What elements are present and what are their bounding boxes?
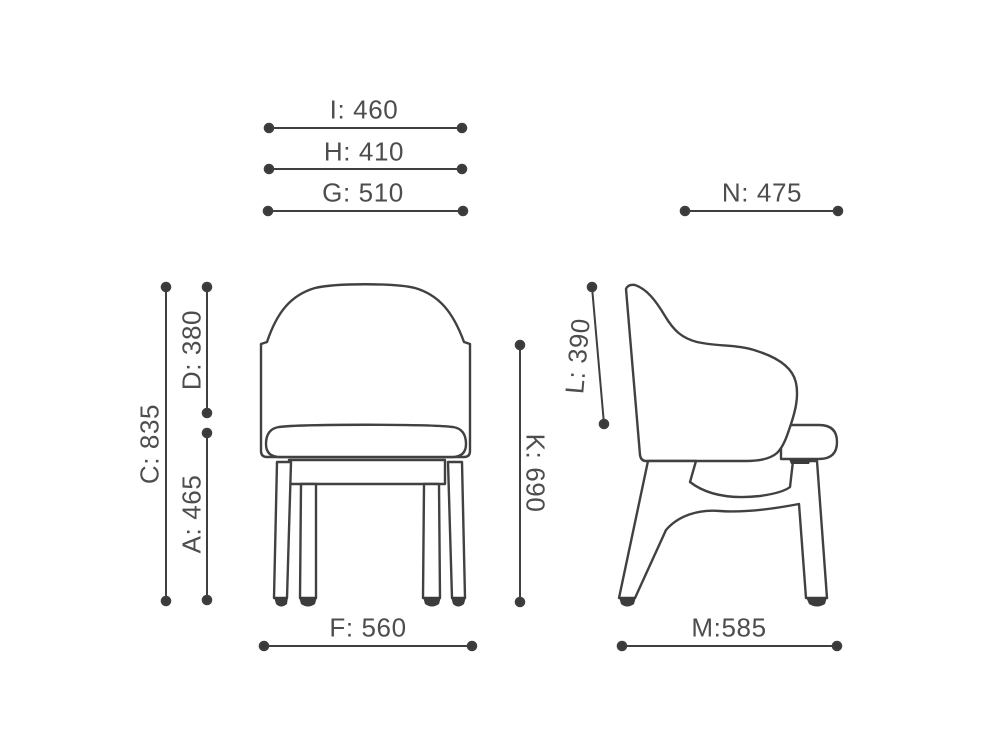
dim-label-C: C: 835 [134, 403, 165, 485]
front-chair-seat-cushion [266, 425, 466, 457]
foot-cap [806, 597, 827, 607]
dim-endpoint-dot [203, 283, 212, 292]
dim-endpoint-dot [203, 429, 212, 438]
side-chair-seat-bracket [789, 459, 811, 464]
dim-label-N: N: 475 [721, 177, 803, 208]
side-view-chair-drawing [619, 285, 837, 607]
dim-endpoint-dot [264, 207, 273, 216]
foot-cap [299, 597, 317, 607]
dim-endpoint-dot [468, 642, 477, 651]
front-view-chair-drawing [261, 284, 470, 606]
front-chair-apron [289, 460, 445, 484]
dim-endpoint-dot [162, 283, 171, 292]
dim-endpoint-dot [516, 341, 525, 350]
dim-endpoint-dot [203, 596, 212, 605]
dim-endpoint-dot [516, 598, 525, 607]
front-chair-rear-left-leg [300, 484, 316, 598]
dim-label-G: G: 510 [322, 177, 404, 208]
dim-endpoint-dot [618, 642, 627, 651]
dim-label-A: A: 465 [176, 474, 207, 554]
dim-endpoint-dot [203, 409, 212, 418]
side-chair-legs [619, 461, 827, 598]
front-chair-front-left-leg [274, 462, 291, 598]
dim-endpoint-dot [600, 420, 609, 429]
dim-label-K: K: 690 [520, 433, 551, 513]
foot-cap [274, 597, 288, 607]
dim-label-I: I: 460 [329, 94, 399, 125]
foot-cap [423, 597, 441, 607]
dim-endpoint-dot [458, 124, 467, 133]
foot-cap [451, 597, 466, 607]
side-chair-shell [626, 285, 797, 461]
front-chair-front-right-leg [448, 462, 465, 598]
dim-label-H: H: 410 [323, 136, 405, 167]
dim-endpoint-dot [265, 124, 274, 133]
dim-endpoint-dot [260, 642, 269, 651]
dim-label-M: M:585 [691, 612, 767, 643]
foot-cap [619, 597, 636, 607]
dim-endpoint-dot [458, 165, 467, 174]
dim-endpoint-dot [459, 207, 468, 216]
dim-endpoint-dot [834, 207, 843, 216]
dim-endpoint-dot [162, 597, 171, 606]
dim-label-F: F: 560 [329, 612, 407, 643]
dim-endpoint-dot [681, 207, 690, 216]
front-chair-rear-right-leg [423, 484, 440, 598]
dim-endpoint-dot [833, 642, 842, 651]
dim-endpoint-dot [588, 283, 597, 292]
dim-label-L: L: 390 [559, 316, 596, 396]
dim-label-D: D: 380 [176, 309, 207, 391]
dim-endpoint-dot [265, 165, 274, 174]
